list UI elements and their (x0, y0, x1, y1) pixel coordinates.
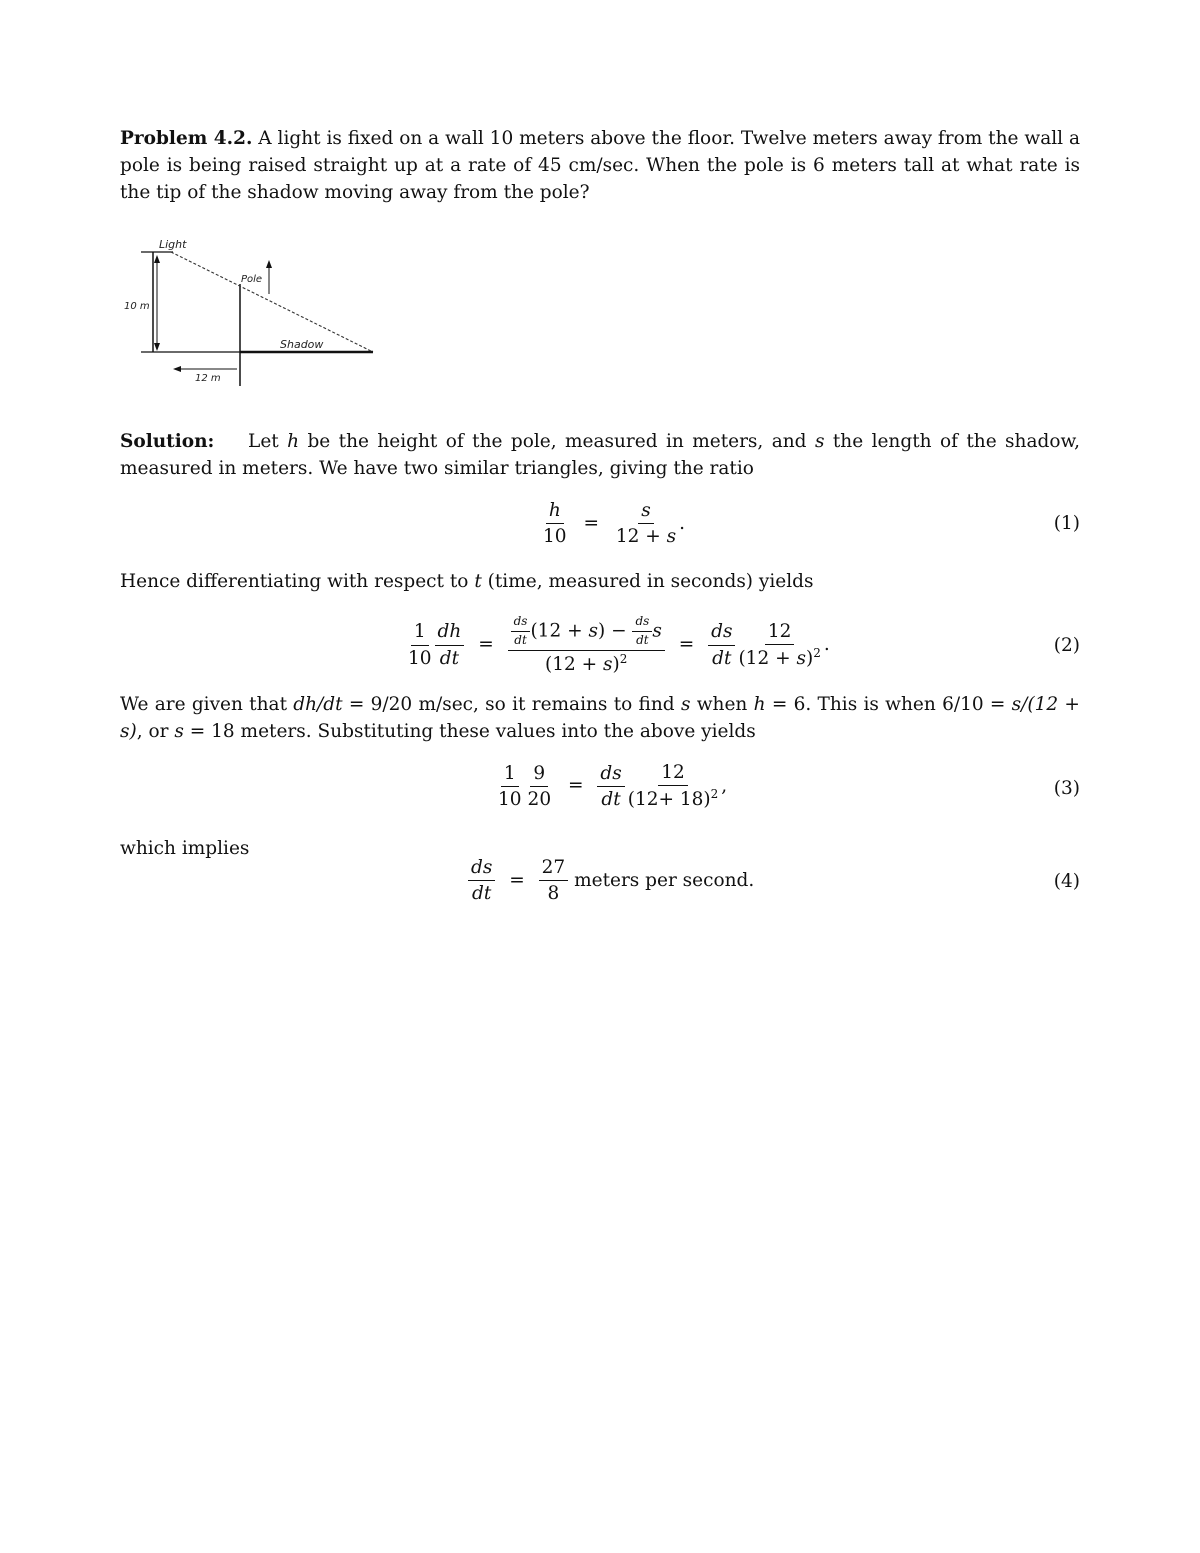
height-label: 10 m (124, 301, 150, 312)
variable-h: h (287, 431, 300, 452)
pole-label: Pole (241, 274, 263, 285)
variable-s: s (680, 694, 691, 715)
equation-2 (120, 615, 1080, 675)
light-label: Light (159, 238, 187, 251)
equation-1 (120, 500, 1080, 560)
equation-1-body: $\frac{h}{10}$ = $\frac{s}{12 + s}$ . (543, 500, 686, 548)
equation-4-number: (4) (1053, 871, 1080, 892)
equation-3-number: (3) (1053, 778, 1080, 799)
equation-2-body: $\frac{1}{10}$ $\frac{dh}{dt}$ = $\frac{ds}{dt}$ (12 + s) − $\frac{ds}{dt}$ s $(12 + s)^2$ = $\frac{ds}{dt}$ $\frac{12}{(12 + s)^2}$ . (408, 614, 830, 675)
variable-s: s (174, 721, 184, 742)
text-span: Let (248, 431, 279, 452)
equation-2-number: (2) (1053, 635, 1080, 656)
distance-label: 12 m (195, 373, 221, 384)
text-span: be the height of the pole, measured in meters, and (307, 431, 807, 452)
variable-t: t (474, 571, 482, 592)
solution-label: Solution: (120, 431, 215, 452)
text-span: = 9/20 m/sec, so it remains to find (348, 694, 675, 715)
text-span: Hence differentiating with respect to (120, 571, 469, 592)
problem-statement (120, 125, 1080, 206)
equation-1-number: (1) (1053, 513, 1080, 534)
equation-4 (120, 857, 1080, 917)
solution-paragraph-3 (120, 691, 1080, 745)
problem-label: Problem 4.2. (120, 128, 253, 149)
variable-h: h (753, 694, 766, 715)
solution-paragraph-1 (120, 428, 1080, 482)
text-span: the length of the shadow, measured in meters. We have two similar triangles, giving the ratio (120, 431, 1080, 479)
equation-4-tail: meters per second. (574, 869, 755, 891)
text-span: when (696, 694, 748, 715)
ratio-expression: s/(12 + s) (120, 694, 1080, 742)
equation-4-body: $\frac{ds}{dt}$ = $\frac{27}{8}$ meters per second. (468, 857, 754, 905)
text-span: which implies (120, 838, 250, 859)
variable-s: s (814, 431, 825, 452)
equation-3 (120, 762, 1080, 822)
equation-3-body: $\frac{1}{10}$ $\frac{9}{20}$ = $\frac{ds}{dt}$ $\frac{12}{(12+ 18)^2}$ , (498, 762, 728, 811)
problem-text: A light is fixed on a wall 10 meters above the floor. Twelve meters away from the wall a pole is being raised straight up at a rate of 45 cm/sec. When the pole is 6 meters tall at what rate is the tip of the shadow moving away from the pole? (120, 128, 1080, 203)
shadow-diagram (115, 232, 385, 392)
derivative-dhdt: dh/dt (293, 694, 343, 715)
text-span: , or (136, 721, 169, 742)
text-span: We are given that (120, 694, 287, 715)
text-span: = 18 meters. Substituting these values into the above yields (189, 721, 756, 742)
text-span: (time, measured in seconds) yields (487, 571, 814, 592)
shadow-label: Shadow (280, 338, 324, 351)
solution-paragraph-2 (120, 568, 1080, 595)
text-span: = 6. This is when 6/10 = (771, 694, 1006, 715)
